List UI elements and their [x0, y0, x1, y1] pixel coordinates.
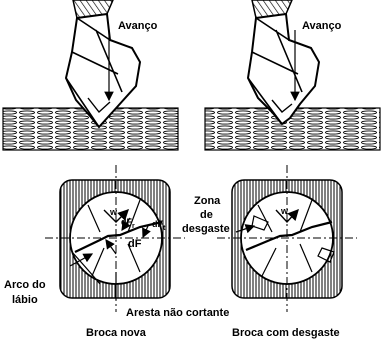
worn-drill-side-view — [205, 0, 380, 150]
caption-worn-drill: Broca com desgaste — [232, 327, 340, 339]
feed-label-left: Avanço — [118, 20, 158, 32]
feed-label-right: Avanço — [302, 20, 342, 32]
new-drill-end-view — [4, 165, 229, 339]
new-drill-side-view — [3, 0, 178, 150]
lip-arc-label-line2: lábio — [12, 294, 38, 306]
w-label-right: w — [281, 206, 289, 216]
lip-arc-label-line1: Arco do — [4, 279, 46, 291]
caption-new-drill: Broca nova — [86, 327, 146, 339]
w-label-left: w — [110, 207, 118, 217]
dFt-label: $dF_t$ — [152, 219, 166, 232]
wear-zone-label-line1: Zona — [194, 195, 221, 207]
drill-body-right — [248, 0, 319, 124]
dF-label: dF — [128, 238, 142, 250]
wear-zone-label-line3: desgaste — [182, 223, 230, 235]
wear-zone-label-line2: de — [200, 209, 213, 221]
dFr-label: $dF_r$ — [121, 217, 135, 230]
non-cutting-edge-label: Aresta não cortante — [126, 307, 230, 319]
